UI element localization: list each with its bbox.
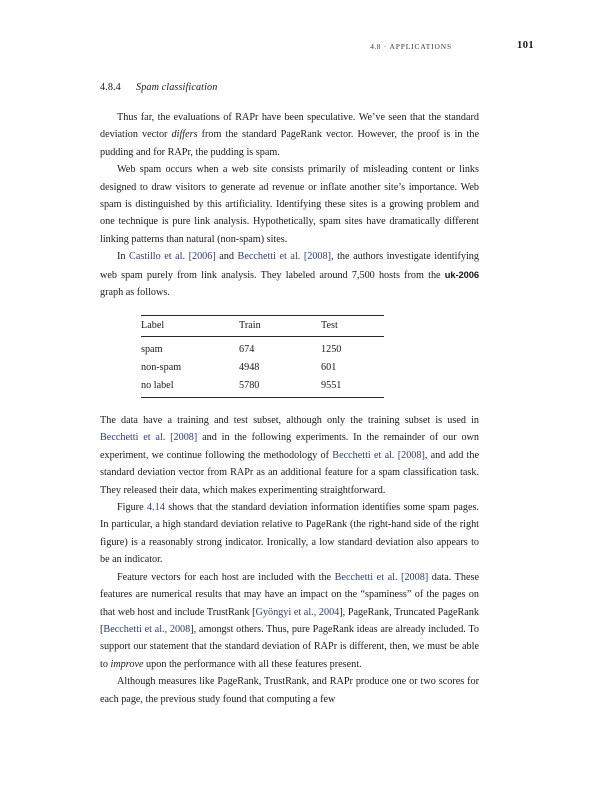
subsection-title: Spam classification xyxy=(136,82,218,93)
cell-train: 5780 xyxy=(239,377,321,398)
cell-test: 1250 xyxy=(321,344,342,356)
citation-becchetti-2008[interactable]: Becchetti et al. [2008] xyxy=(334,571,429,583)
page-number: 101 xyxy=(517,40,534,51)
column-header-train: Train xyxy=(239,316,321,337)
p1-part-b: from the standard PageRank vector. However, the proof is in the pudding and for RAPr, the pudding is spam. xyxy=(100,129,479,158)
paragraph-7: Although measures like PageRank, TrustRank, and RAPr produce one or two scores for each page, the previous study found that computing a few xyxy=(100,676,479,705)
table-header-row xyxy=(141,316,384,337)
p6-part-b: data. These features are numerical results that may have an impact on the “spaminess” of the pages on that web host and include TrustRank [ xyxy=(100,571,480,618)
running-head-section-title: APPLICATIONS xyxy=(389,42,452,51)
p3-part-b: and xyxy=(215,251,238,263)
citation-gyongyi-2004[interactable]: Gyöngyi et al., 2004 xyxy=(255,606,340,618)
p1-emphasis: differs xyxy=(171,129,198,141)
cell-label: non-spam xyxy=(141,362,182,374)
running-head-title xyxy=(370,42,452,51)
running-head xyxy=(100,42,534,56)
p6-part-e: upon the performance with all these features present. xyxy=(143,658,362,670)
paragraph-3 xyxy=(100,248,479,301)
cell-label: no label xyxy=(141,377,239,398)
p4-part-b: and in the following experiments. In the remainder of our own experiment, we continue following the methodology of xyxy=(100,432,479,461)
p6-part-c: ], PageRank, Truncated PageRank [ xyxy=(100,606,479,635)
cell-label: spam xyxy=(141,344,163,356)
running-head-section-number: 4.8 xyxy=(370,42,381,51)
citation-becchetti-2008-inline[interactable]: Becchetti et al., 2008 xyxy=(103,623,191,635)
p6-part-a: Feature vectors for each host are included with the xyxy=(117,571,335,583)
label-counts-table xyxy=(141,315,384,398)
table-row xyxy=(141,377,384,398)
table-wrapper xyxy=(100,315,479,398)
paragraph-5 xyxy=(100,499,479,569)
p6-emphasis: improve xyxy=(110,658,144,670)
cell-train: 674 xyxy=(239,344,255,356)
paragraph-2: Web spam occurs when a web site consists primarily of misleading content or links designed to draw visitors to generate ad revenue or inflate another site’s importance. Web spam is distinguished by this artificiality. Identifying these sites is a growing problem and one technique is pure link analysis. Hypothetically, spam sites have dramatically different linking patterns than natural (non-spam) sites. xyxy=(100,164,479,245)
p3-part-a: In xyxy=(117,251,130,263)
column-header-label: Label xyxy=(141,316,239,337)
table-row xyxy=(141,359,384,377)
p1-part-a: Thus far, the evaluations of RAPr have been speculative. We’ve seen that the standard deviation vector xyxy=(100,112,479,141)
subsection-number: 4.8.4 xyxy=(100,82,121,93)
cell-test: 601 xyxy=(321,362,337,374)
p5-part-b: shows that the standard deviation information identifies some spam pages. In particular, a high standard deviation relative to PageRank (the right-hand side of the right figure) is a reasonably strong indicator. Ironically, a low standard deviation also appears to be an indicator. xyxy=(100,502,479,566)
paragraph-6 xyxy=(100,569,479,673)
dataset-name: uk-2006 xyxy=(444,268,479,280)
subsection-heading xyxy=(100,82,479,93)
citation-becchetti-2008[interactable]: Becchetti et al. [2008] xyxy=(237,251,332,263)
table-head xyxy=(141,316,384,337)
citation-becchetti-2008[interactable]: Becchetti et al. [2008] xyxy=(100,432,198,444)
cell-train: 4948 xyxy=(239,362,260,374)
text-column xyxy=(100,82,479,708)
citation-becchetti-2008[interactable]: Becchetti et al. [2008] xyxy=(332,449,425,461)
p5-part-a: Figure xyxy=(117,502,147,514)
table-body xyxy=(141,337,384,398)
cell-test: 9551 xyxy=(321,377,384,398)
citation-castillo-2006[interactable]: Castillo et al. [2006] xyxy=(129,251,216,263)
p6-part-d: ], amongst others. Thus, pure PageRank ideas are already included. To support our statement that the standard deviation of RAPr is different, then, we must be able to xyxy=(100,623,479,670)
column-header-test: Test xyxy=(321,316,384,337)
p4-part-c: , and add the standard deviation vector from RAPr as an additional feature for a spam classification task. They released their data, which makes experimenting straightforward. xyxy=(100,449,479,496)
running-head-separator: · xyxy=(383,42,388,51)
p3-part-d: graph as follows. xyxy=(100,287,170,299)
paragraph-1 xyxy=(100,109,479,161)
table-row xyxy=(141,337,384,359)
figure-reference-4-14[interactable]: 4.14 xyxy=(146,502,165,514)
p3-part-c: , the authors investigate identifying web spam purely from link analysis. They labeled around 7,500 hosts from the xyxy=(100,251,479,281)
paragraph-4 xyxy=(100,412,479,499)
p4-part-a: The data have a training and test subset, although only the training subset is used in xyxy=(100,415,479,427)
